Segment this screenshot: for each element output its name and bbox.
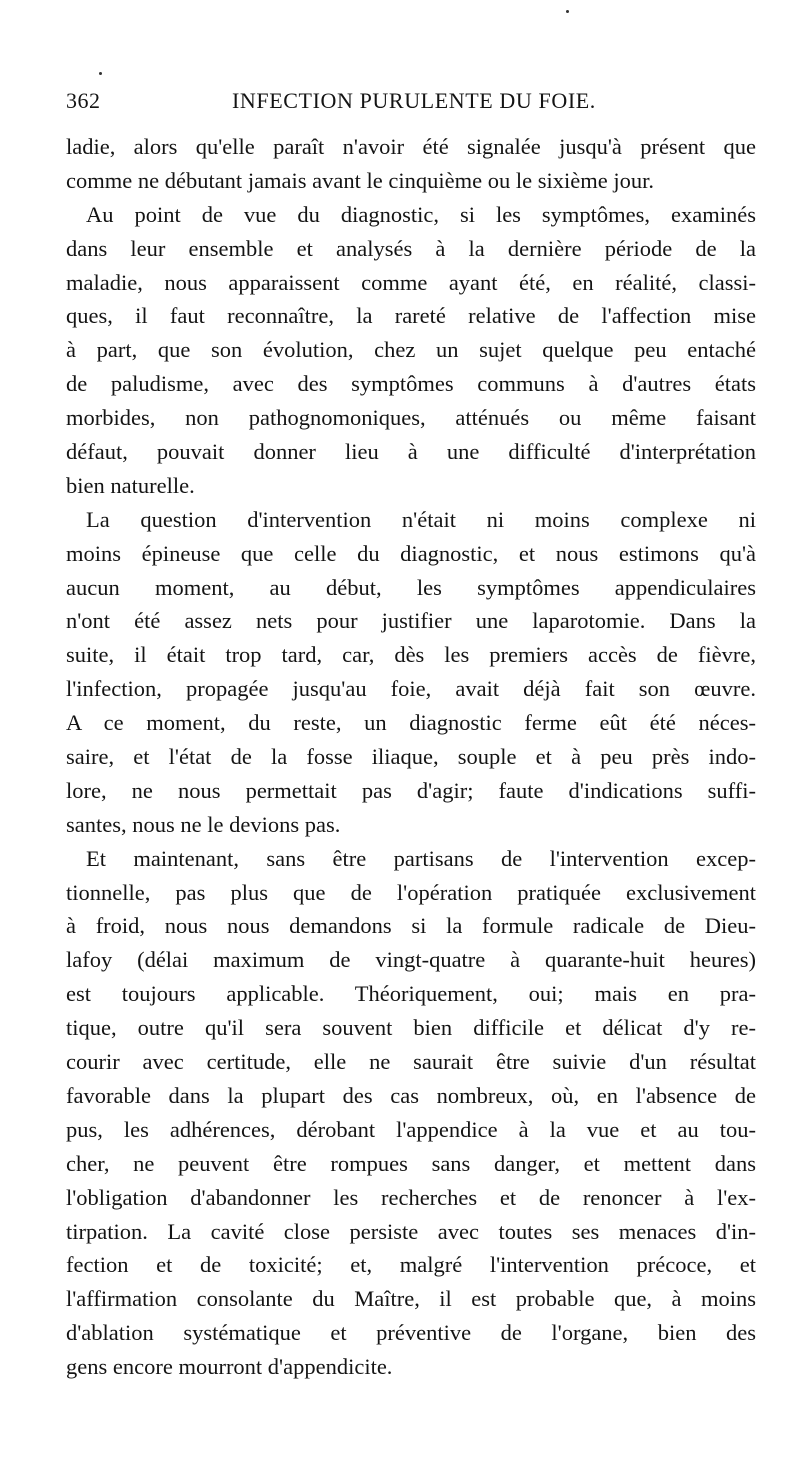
text-line: Et maintenant, sans être partisans de l'intervention excep- [86,845,756,871]
text-line: Au point de vue du diagnostic, si les symptômes, examinés [86,201,756,227]
text-line: tique, outre qu'il sera souvent bien difficile et délicat d'y re- [66,1015,756,1041]
text-line: tirpation. La cavité close persiste avec toutes ses menaces d'in- [66,1218,756,1244]
text-line: santes, nous ne le devions pas. [66,811,341,837]
text-line: gens encore mourront d'appendicite. [66,1354,393,1380]
text-line: suite, il était trop tard, car, dès les premiers accès de fièvre, [66,642,756,668]
text-line: est toujours applicable. Théoriquement, oui; mais en pra- [66,981,756,1007]
text-line: à froid, nous nous demandons si la formule radicale de Dieu- [66,913,756,939]
text-line: lafoy (délai maximum de vingt-quatre à quarante-huit heures) [66,947,756,973]
text-line: ques, il faut reconnaître, la rareté relative de l'affection mise [66,303,756,329]
text-line: ladie, alors qu'elle paraît n'avoir été signalée jusqu'à présent que [66,134,756,159]
text-line: n'ont été assez nets pour justifier une laparotomie. Dans la [66,608,756,634]
paragraph [66,198,756,503]
text-line: lore, ne nous permettait pas d'agir; faute d'indications suffi- [66,777,756,803]
body-text [66,130,756,1384]
paragraph [66,842,756,1384]
paragraph [66,503,756,842]
text-line: cher, ne peuvent être rompues sans danger, et mettent dans [66,1150,756,1176]
text-line: comme ne débutant jamais avant le cinquième ou le sixième jour. [66,167,654,193]
text-line: fection et de toxicité; et, malgré l'intervention précoce, et [66,1252,756,1278]
text-line: à part, que son évolution, chez un sujet quelque peu entaché [66,337,756,363]
running-head-title: INFECTION PURULENTE DU FOIE. [232,88,596,113]
text-line: défaut, pouvait donner lieu à une difficulté d'interprétation [66,439,756,465]
text-line: de paludisme, avec des symptômes communs à d'autres états [66,371,756,397]
running-head [66,88,756,118]
page-number: 362 [66,88,101,113]
text-line: l'infection, propagée jusqu'au foie, avait déjà fait son œuvre. [66,676,756,702]
text-line: bien naturelle. [66,472,195,498]
print-speck [99,72,102,75]
text-line: courir avec certitude, elle ne saurait être suivie d'un résultat [66,1049,756,1075]
text-line: aucun moment, au début, les symptômes appendiculaires [66,574,756,600]
text-line: tionnelle, pas plus que de l'opération pratiquée exclusivement [66,879,756,905]
text-line: pus, les adhérences, dérobant l'appendice à la vue et au tou- [66,1116,756,1142]
text-line: l'obligation d'abandonner les recherches et de renoncer à l'ex- [66,1184,756,1210]
text-line: d'ablation systématique et préventive de l'organe, bien des [66,1320,756,1346]
text-line: l'affirmation consolante du Maître, il est probable que, à moins [66,1286,756,1312]
text-line: maladie, nous apparaissent comme ayant été, en réalité, classi- [66,269,756,295]
text-line: saire, et l'état de la fosse iliaque, souple et à peu près indo- [66,744,756,770]
text-line: A ce moment, du reste, un diagnostic ferme eût été néces- [66,710,756,736]
text-line: morbides, non pathognomoniques, atténués ou même faisant [66,405,756,431]
text-line: dans leur ensemble et analysés à la dernière période de la [66,235,756,261]
paragraph [66,130,756,198]
text-line: favorable dans la plupart des cas nombreux, où, en l'absence de [66,1082,756,1108]
text-line: moins épineuse que celle du diagnostic, et nous estimons qu'à [66,540,756,566]
text-line: La question d'intervention n'était ni moins complexe ni [86,506,756,532]
print-speck [566,10,569,13]
